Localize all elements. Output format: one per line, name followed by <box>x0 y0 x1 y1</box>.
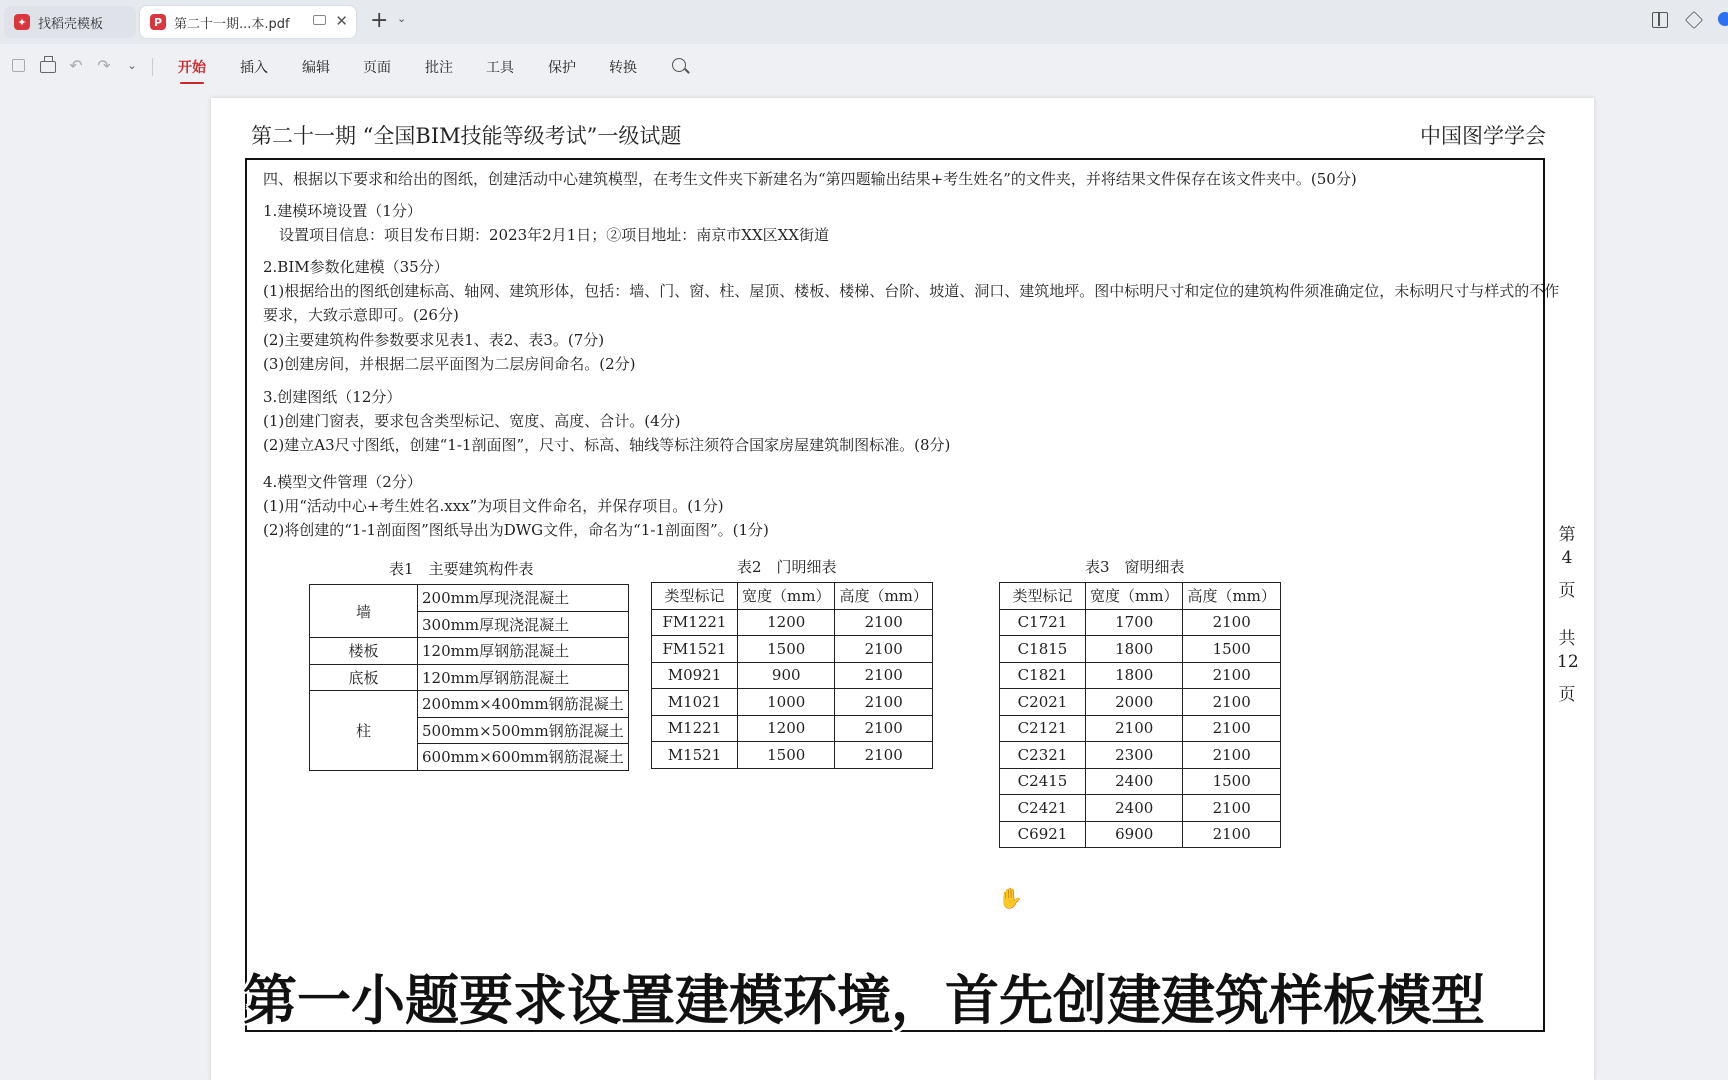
table-cell: 2300 <box>1086 742 1183 769</box>
document-title: 第二十一期 “全国BIM技能等级考试”一级试题 <box>251 124 682 148</box>
menu-convert[interactable]: 转换 <box>609 60 637 76</box>
table-2-caption: 表2 门明细表 <box>737 558 837 576</box>
table-row <box>310 664 629 691</box>
table-cell: 2100 <box>835 662 932 689</box>
table-cell: 2100 <box>835 689 932 716</box>
table-row <box>310 638 629 665</box>
section-4-item-1: (1)用“活动中心+考生姓名.xxx”为项目文件命名，并保存项目。(1分) <box>263 497 724 515</box>
section-1-text: 设置项目信息：项目发布日期：2023年2月1日；②项目地址：南京市XX区XX街道 <box>279 226 829 244</box>
table-cell: 200mm厚现浇混凝土 <box>418 585 629 612</box>
save-icon[interactable] <box>12 59 25 72</box>
table-cell: 1700 <box>1086 609 1183 636</box>
question-frame <box>245 158 1560 1032</box>
table-cell: C2021 <box>1000 689 1086 716</box>
table-row <box>1000 636 1281 663</box>
pdf-icon: P <box>150 14 166 30</box>
table-header-cell: 高度（mm） <box>835 583 932 610</box>
section-3-item-1: (1)创建门窗表，要求包含类型标记、宽度、高度、合计。(4分) <box>263 412 681 430</box>
table-cell: 2100 <box>835 715 932 742</box>
table-cell: C1721 <box>1000 609 1086 636</box>
page-indicator-char: 页 <box>1558 685 1576 705</box>
table-cell: 1000 <box>738 689 835 716</box>
page-indicator-char: 页 <box>1558 581 1576 601</box>
toolbar-divider <box>152 58 153 76</box>
table-cell: 600mm×600mm钢筋混凝土 <box>418 744 629 771</box>
table-cell: 2100 <box>1086 715 1183 742</box>
section-2-item-2: (2)主要建筑构件参数要求见表1、表2、表3。(7分) <box>263 331 605 349</box>
table-cell: C2321 <box>1000 742 1086 769</box>
table-cell: 墙 <box>310 585 418 638</box>
section-3-item-2: (2)建立A3尺寸图纸，创建“1-1剖面图”，尺寸、标高、轴线等标注须符合国家房屋建筑制图标准。(8分) <box>263 436 951 454</box>
table-cell: 2100 <box>835 742 932 769</box>
table-row <box>1000 609 1281 636</box>
tab-bar <box>0 0 1728 44</box>
table-cell: 120mm厚钢筋混凝土 <box>418 664 629 691</box>
table-cell: 2400 <box>1086 768 1183 795</box>
table-cell: 300mm厚现浇混凝土 <box>418 611 629 638</box>
section-3-heading: 3.创建图纸（12分） <box>263 388 402 406</box>
table-cell: 2100 <box>835 636 932 663</box>
table-cell: C6921 <box>1000 821 1086 848</box>
table-cell: 2100 <box>1183 689 1280 716</box>
page-indicator-char: 12 <box>1557 652 1579 672</box>
document-organization: 中国图学学会 <box>1420 124 1546 148</box>
menu-annotate[interactable]: 批注 <box>425 60 453 76</box>
table-2 <box>651 582 933 769</box>
account-avatar[interactable] <box>1718 12 1728 26</box>
menu-tools[interactable]: 工具 <box>486 60 514 76</box>
table-cell: C2415 <box>1000 768 1086 795</box>
table-cell: M0921 <box>652 662 738 689</box>
table-row <box>310 691 629 718</box>
page-indicator-char: 共 <box>1558 629 1576 649</box>
menu-page[interactable]: 页面 <box>363 60 391 76</box>
undo-icon[interactable]: ↶ <box>69 56 83 75</box>
search-icon[interactable] <box>672 58 686 72</box>
table-row <box>1000 662 1281 689</box>
section-2-heading: 2.BIM参数化建模（35分） <box>263 258 449 276</box>
table-row <box>310 585 629 612</box>
table-row <box>652 609 933 636</box>
menu-home[interactable]: 开始 <box>178 44 206 90</box>
tab-docer-templates[interactable] <box>4 6 136 38</box>
menu-protect[interactable]: 保护 <box>548 60 576 76</box>
table-cell: 6900 <box>1086 821 1183 848</box>
table-header-cell: 宽度（mm） <box>1086 583 1183 610</box>
table-row <box>652 583 933 610</box>
table-header-cell: 高度（mm） <box>1183 583 1280 610</box>
table-cell: 120mm厚钢筋混凝土 <box>418 638 629 665</box>
table-row <box>652 636 933 663</box>
table-cell: 2100 <box>1183 742 1280 769</box>
layout-icon[interactable] <box>1652 12 1668 28</box>
table-3-caption: 表3 窗明细表 <box>1085 558 1185 576</box>
section-2-item-1: (1)根据给出的图纸创建标高、轴网、建筑形体，包括：墙、门、窗、柱、屋顶、楼板、楼梯、台阶、坡道、洞口、建筑地坪。图中标明尺寸和定位的建筑构件须准确定位，未标明尺寸与样式的不作 <box>263 282 1560 300</box>
table-row <box>652 742 933 769</box>
cube-icon[interactable] <box>1685 11 1703 29</box>
page-indicator-char: 4 <box>1561 548 1573 568</box>
table-cell: 底板 <box>310 664 418 691</box>
table-cell: C1821 <box>1000 662 1086 689</box>
page-indicator-char: 第 <box>1558 525 1576 545</box>
menu-insert[interactable]: 插入 <box>240 60 268 76</box>
window-mode-icon[interactable] <box>313 15 326 25</box>
table-cell: 1500 <box>738 742 835 769</box>
table-cell: 1800 <box>1086 636 1183 663</box>
table-cell: 柱 <box>310 691 418 771</box>
menu-edit[interactable]: 编辑 <box>302 60 330 76</box>
table-row <box>1000 742 1281 769</box>
table-1 <box>309 584 629 771</box>
new-tab-button[interactable]: + <box>370 8 389 33</box>
section-2-item-1-cont: 要求，大致示意即可。(26分) <box>263 306 459 324</box>
table-cell: FM1521 <box>652 636 738 663</box>
table-3 <box>999 582 1281 848</box>
table-cell: 1500 <box>1183 768 1280 795</box>
redo-icon[interactable]: ↷ <box>97 56 111 75</box>
table-cell: 1200 <box>738 609 835 636</box>
table-cell: M1221 <box>652 715 738 742</box>
table-cell: FM1221 <box>652 609 738 636</box>
print-icon[interactable] <box>40 61 56 73</box>
section-2-item-3: (3)创建房间，并根据二层平面图为二层房间命名。(2分) <box>263 355 636 373</box>
table-cell: M1021 <box>652 689 738 716</box>
table-1-caption: 表1 主要建筑构件表 <box>389 560 534 578</box>
section-1-heading: 1.建模环境设置（1分） <box>263 202 422 220</box>
table-row <box>1000 583 1281 610</box>
hand-cursor-icon: ✋ <box>998 886 1023 910</box>
pdf-page <box>211 98 1594 1080</box>
tab-label: 第二十一期...本.pdf <box>174 16 290 32</box>
table-row <box>1000 689 1281 716</box>
table-cell: 2100 <box>1183 609 1280 636</box>
table-cell: 1500 <box>738 636 835 663</box>
table-cell: 2100 <box>1183 662 1280 689</box>
table-cell: 200mm×400mm钢筋混凝土 <box>418 691 629 718</box>
table-cell: 楼板 <box>310 638 418 665</box>
table-cell: C2121 <box>1000 715 1086 742</box>
table-header-cell: 类型标记 <box>652 583 738 610</box>
table-header-cell: 类型标记 <box>1000 583 1086 610</box>
close-tab-icon[interactable]: ✕ <box>335 12 348 30</box>
table-row <box>1000 795 1281 822</box>
chevron-down-icon[interactable]: ⌄ <box>397 12 407 25</box>
table-cell: 2100 <box>1183 795 1280 822</box>
table-row <box>652 662 933 689</box>
table-cell: 900 <box>738 662 835 689</box>
ribbon-toolbar <box>0 44 1728 90</box>
tab-pdf-document[interactable] <box>140 6 356 38</box>
table-cell: 2400 <box>1086 795 1183 822</box>
table-cell: 1200 <box>738 715 835 742</box>
table-cell: 500mm×500mm钢筋混凝土 <box>418 717 629 744</box>
chevron-down-icon[interactable]: ⌄ <box>127 59 137 72</box>
table-cell: 1800 <box>1086 662 1183 689</box>
table-cell: M1521 <box>652 742 738 769</box>
table-row <box>652 689 933 716</box>
table-header-cell: 宽度（mm） <box>738 583 835 610</box>
section-4-item-2: (2)将创建的“1-1剖面图”图纸导出为DWG文件，命名为“1-1剖面图”。(1分) <box>263 521 769 539</box>
table-cell: 2100 <box>835 609 932 636</box>
question-heading: 四、根据以下要求和给出的图纸，创建活动中心建筑模型，在考生文件夹下新建名为“第四题输出结果+考生姓名”的文件夹，并将结果文件保存在该文件夹中。(50分) <box>263 170 1357 188</box>
table-cell: 2100 <box>1183 821 1280 848</box>
table-row <box>652 715 933 742</box>
table-cell: C1815 <box>1000 636 1086 663</box>
video-subtitle: 第一小题要求设置建模环境，首先创建建筑样板模型 <box>243 969 1485 1032</box>
table-cell: 2000 <box>1086 689 1183 716</box>
tab-label: 找稻壳模板 <box>38 16 104 32</box>
docer-icon: ✦ <box>14 14 30 30</box>
table-row <box>1000 715 1281 742</box>
table-row <box>1000 768 1281 795</box>
table-cell: 1500 <box>1183 636 1280 663</box>
table-cell: C2421 <box>1000 795 1086 822</box>
table-cell: 2100 <box>1183 715 1280 742</box>
section-4-heading: 4.模型文件管理（2分） <box>263 473 422 491</box>
table-row <box>1000 821 1281 848</box>
